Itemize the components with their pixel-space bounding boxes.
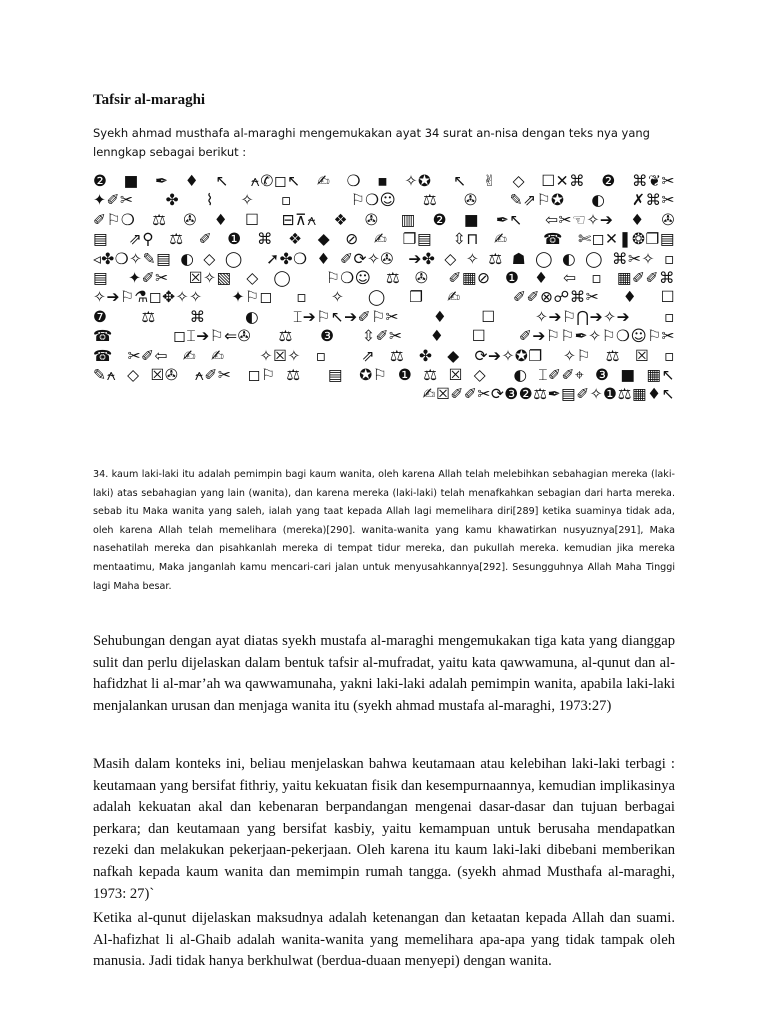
- verse-line: ✍☒✐✐✂⟳❸❷⚖✒▤✐✧❶⚖▦♦↖: [422, 385, 675, 404]
- verse-line: ✐⚐❍⚖✇♦☐ ⊟⊼⍲❖✇ ▥❷■✒↖ ⇦✂☜✧➔♦✇: [93, 210, 675, 229]
- verse-line: ◃✤❍✧✎▤◐◇◯ ➚✤❍♦✐⟳✧✇ ➔✤◇✧⚖☗◯◐◯⌘✂✧▫: [93, 249, 675, 268]
- verse-symbol-block: [93, 172, 675, 405]
- verse-line: ✎⍲◇☒✇ ⍲✐✂ ◻⚐⚖ ▤ ✪⚐❶⚖☒◇ ◐⌶✐✐⌖❸■▦↖: [93, 365, 675, 384]
- verse-line: ▤ ⇗⚲⚖✐❶⌘❖◆⊘✍❐▤ ⇳⊓✍ ☎✄◻✕❚❂❐▤: [93, 230, 675, 249]
- verse-line: ✧➔⚐⚗◻✥✧✧ ✦⚐◻▫✧◯❐✍ ✐✐⊗☍⌘✂♦☐: [93, 288, 675, 307]
- verse-line: ❷■✒♦↖ ⍲✆◻↖✍❍▪✧✪ ↖✌◇☐✕⌘❷⌘❦✂: [93, 172, 675, 190]
- verse-line: ✦✐✂ ✤⌇✧▫ ⚐❍☺⚖✇ ✎⇗⚐✪◐✗⌘✂: [93, 191, 675, 210]
- verse-line: ☎✂✐⇦✍✍ ✧☒✧▫ ⇗⚖✤◆⟳➔✧✪❐ ✧⚐⚖☒▫: [93, 346, 675, 365]
- document-title: Tafsir al-maraghi: [93, 92, 206, 108]
- body-paragraph-3: Ketika al-qunut dijelaskan maksudnya adalah ketenangan dan ketaatan kepada Allah dan suami. Al-hafizhat li al-Ghaib adalah wanita-wanita yang memelihara apa-apa yang tidak tampak oleh manusia. Jadi tidak hanya berkhulwat (berdua-duaan menyepi) dengan wanita.: [93, 910, 675, 970]
- verse-line: ▤ ✦✐✂ ☒✧▧◇◯ ⚐❍☺⚖✇ ✐▦⊘❶♦⇦▫▦✐✐⌘: [93, 268, 675, 287]
- body-paragraph-2: Masih dalam konteks ini, beliau menjelaskan bahwa keutamaan atau kelebihan laki-laki terbagi : keutamaan yang bersifat fithriy, yaitu kekuatan fisik dan kesempurnaannya, kemudian implikasinya adalah kekuatan akal dan kebenaran berpandangan mengenai dasar-dasar dan tujuan berbagai perkara; dan keutamaan yang bersifat kasbiy, yaitu kemampuan untuk berusaha mendapatkan rezeki dan melakukan pekerjaan-pekerjaan. Oleh karena itu kaum laki-laki dibebani memberikan nafkah kepada kaum wanita dan memimpin rumah tangga. (syekh ahmad Musthafa al-maraghi, 1973: 27)`: [93, 756, 675, 902]
- verse-line: ☎ ◻⌶➔⚐⇐✇⚖❸⇳✐✂♦☐ ✐➔⚐⚐✒✧⚐❍☺⚐✂: [93, 327, 675, 346]
- verse-translation: 34. kaum laki-laki itu adalah pemimpin bagi kaum wanita, oleh karena Allah telah melebihkan sebahagian mereka (laki-laki) atas sebahagian yang lain (wanita), dan karena mereka (laki-laki) telah menafkahkan sebagian dari harta mereka. sebab itu Maka wanita yang saleh, ialah yang taat kepada Allah lagi memelihara diri[289] ketika suaminya tidak ada, oleh karena Allah telah memelihara (mereka)[290]. wanita-wanita yang kamu khawatirkan nusyuznya[291], Maka nasehatilah mereka dan pisahkanlah mereka di tempat tidur mereka, dan pukullah mereka. kemudian jika mereka mentaatimu, Maka janganlah kamu mencari-cari jalan untuk menyusahkannya[292]. Sesungguhnya Allah Maha Tinggi lagi Maha besar.: [93, 469, 675, 592]
- verse-line: ❼⚖⌘ ◐⌶➔⚐↖➔✐⚐✂♦☐ ✧➔⚐⋂➔✧➔▫: [93, 307, 675, 326]
- body-paragraph-1: Sehubungan dengan ayat diatas syekh mustafa al-maraghi mengemukakan tiga kata yang dianggap sulit dan perlu dijelaskan dalam bentuk tafsir al-mufradat, yaitu kata qawwamuna, al-qunut dan al-hafidzhat li al-mar’ah wa qawwamunaha, yakni laki-laki adalah pemimpin wanita, apabila laki-laki menjalankan urusan dan menjaga wanita itu (syekh ahmad mustafa al-maraghi, 1973:27): [93, 633, 675, 714]
- intro-text: Syekh ahmad musthafa al-maraghi mengemukakan ayat 34 surat an-nisa dengan teks nya yang lenngkap sebagai berikut :: [93, 126, 650, 159]
